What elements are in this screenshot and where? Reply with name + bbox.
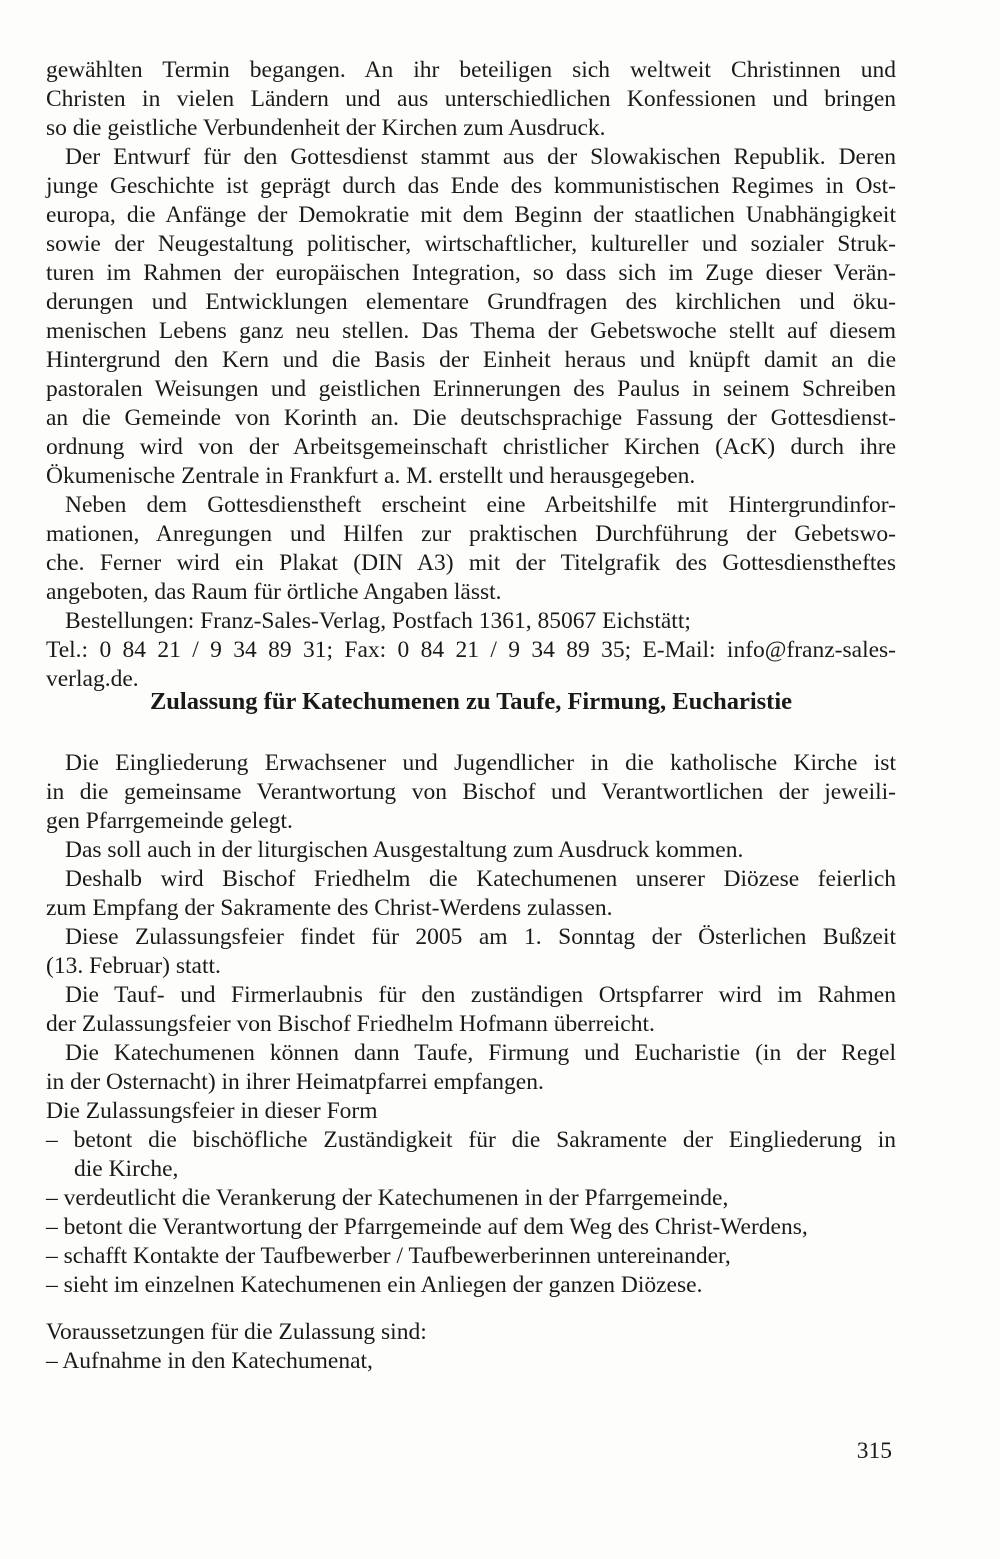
text-line: Diese Zulassungsfeier findet für 2005 am 1. Sonntag der Österlichen Bußzeit	[65, 924, 896, 950]
list-intro: Die Zulassungsfeier in dieser Form	[46, 1098, 378, 1124]
text-line: so die geistliche Verbundenheit der Kirchen zum Ausdruck.	[46, 115, 606, 141]
text-line: junge Geschichte ist geprägt durch das Ende des kommunistischen Regimes in Ost-	[46, 173, 896, 199]
text-line: mationen, Anregungen und Hilfen zur praktischen Durchführung der Gebetswo-	[46, 521, 896, 547]
text-line: sowie der Neugestaltung politischer, wirtschaftlicher, kultureller und sozialer Struk-	[46, 231, 896, 257]
text-line: der Zulassungsfeier von Bischof Friedhelm Hofmann überreicht.	[46, 1011, 655, 1037]
text-line: gen Pfarrgemeinde gelegt.	[46, 808, 293, 834]
text-block-gebetswoche	[46, 56, 896, 694]
list-item-continuation: die Kirche,	[74, 1156, 179, 1182]
text-line: (13. Februar) statt.	[46, 953, 221, 979]
text-line: Tel.: 0 84 21 / 9 34 89 31; Fax: 0 84 21 / 9 34 89 35; E-Mail: info@franz-sales-	[46, 637, 896, 663]
text-line: gewählten Termin begangen. An ihr beteiligen sich weltweit Christinnen und	[46, 57, 896, 83]
list-item: – betont die bischöfliche Zuständigkeit für die Sakramente der Eingliederung in	[46, 1127, 896, 1153]
text-block-form-list	[46, 1097, 896, 1300]
text-block-zulassung	[46, 749, 896, 1097]
text-line: Hintergrund den Kern und die Basis der Einheit heraus und knüpft damit an die	[46, 347, 896, 373]
text-line: Neben dem Gottesdienstheft erscheint eine Arbeitshilfe mit Hintergrundinfor-	[65, 492, 896, 518]
text-line: turen im Rahmen der europäischen Integration, so dass sich im Zuge dieser Verän-	[46, 260, 896, 286]
text-line: an die Gemeinde von Korinth an. Die deutschsprachige Fassung der Gottesdienst-	[46, 405, 896, 431]
text-line: verlag.de.	[46, 666, 139, 692]
text-line: Der Entwurf für den Gottesdienst stammt aus der Slowakischen Republik. Deren	[65, 144, 896, 170]
text-line: europa, die Anfänge der Demokratie mit dem Beginn der staatlichen Unabhängigkeit	[46, 202, 896, 228]
text-line: zum Empfang der Sakramente des Christ-Werdens zulassen.	[46, 895, 613, 921]
text-line: angeboten, das Raum für örtliche Angaben lässt.	[46, 579, 502, 605]
text-line: che. Ferner wird ein Plakat (DIN A3) mit der Titelgrafik des Gottesdienstheftes	[46, 550, 896, 576]
text-line: menischen Lebens ganz neu stellen. Das Thema der Gebetswoche stellt auf diesem	[46, 318, 896, 344]
text-line: Christen in vielen Ländern und aus unterschiedlichen Konfessionen und bringen	[46, 86, 896, 112]
text-line: Das soll auch in der liturgischen Ausgestaltung zum Ausdruck kommen.	[65, 837, 744, 863]
text-line: derungen und Entwicklungen elementare Grundfragen des kirchlichen und öku-	[46, 289, 896, 315]
text-line: in der Osternacht) in ihrer Heimatpfarrei empfangen.	[46, 1069, 544, 1095]
text-line: Deshalb wird Bischof Friedhelm die Katechumenen unserer Diözese feierlich	[65, 866, 896, 892]
text-line: Die Eingliederung Erwachsener und Jugendlicher in die katholische Kirche ist	[65, 750, 896, 776]
list-item: – schafft Kontakte der Taufbewerber / Taufbewerberinnen untereinander,	[46, 1243, 731, 1269]
text-line: Ökumenische Zentrale in Frankfurt a. M. erstellt und herausgegeben.	[46, 463, 696, 489]
text-line: ordnung wird von der Arbeitsgemeinschaft christlicher Kirchen (AcK) durch ihre	[46, 434, 896, 460]
text-line: Die Tauf- und Firmerlaubnis für den zuständigen Ortspfarrer wird im Rahmen	[65, 982, 896, 1008]
list-item: – Aufnahme in den Katechumenat,	[46, 1348, 373, 1374]
text-line: pastoralen Weisungen und geistlichen Erinnerungen des Paulus in seinem Schreiben	[46, 376, 896, 402]
text-line: Bestellungen: Franz-Sales-Verlag, Postfach 1361, 85067 Eichstätt;	[65, 608, 691, 634]
text-line: in die gemeinsame Verantwortung von Bischof und Verantwortlichen der jeweili-	[46, 779, 896, 805]
text-block-voraussetzungen	[46, 1318, 896, 1376]
section-heading: Zulassung für Katechumenen zu Taufe, Firmung, Eucharistie	[149, 688, 793, 715]
list-item: – sieht im einzelnen Katechumenen ein Anliegen der ganzen Diözese.	[46, 1272, 703, 1298]
list-intro: Voraussetzungen für die Zulassung sind:	[46, 1319, 427, 1345]
list-item: – verdeutlicht die Verankerung der Katechumenen in der Pfarrgemeinde,	[46, 1185, 729, 1211]
list-item: – betont die Verantwortung der Pfarrgemeinde auf dem Weg des Christ-Werdens,	[46, 1214, 808, 1240]
text-line: Die Katechumenen können dann Taufe, Firmung und Eucharistie (in der Regel	[65, 1040, 896, 1066]
page-number: 315	[856, 1438, 892, 1464]
